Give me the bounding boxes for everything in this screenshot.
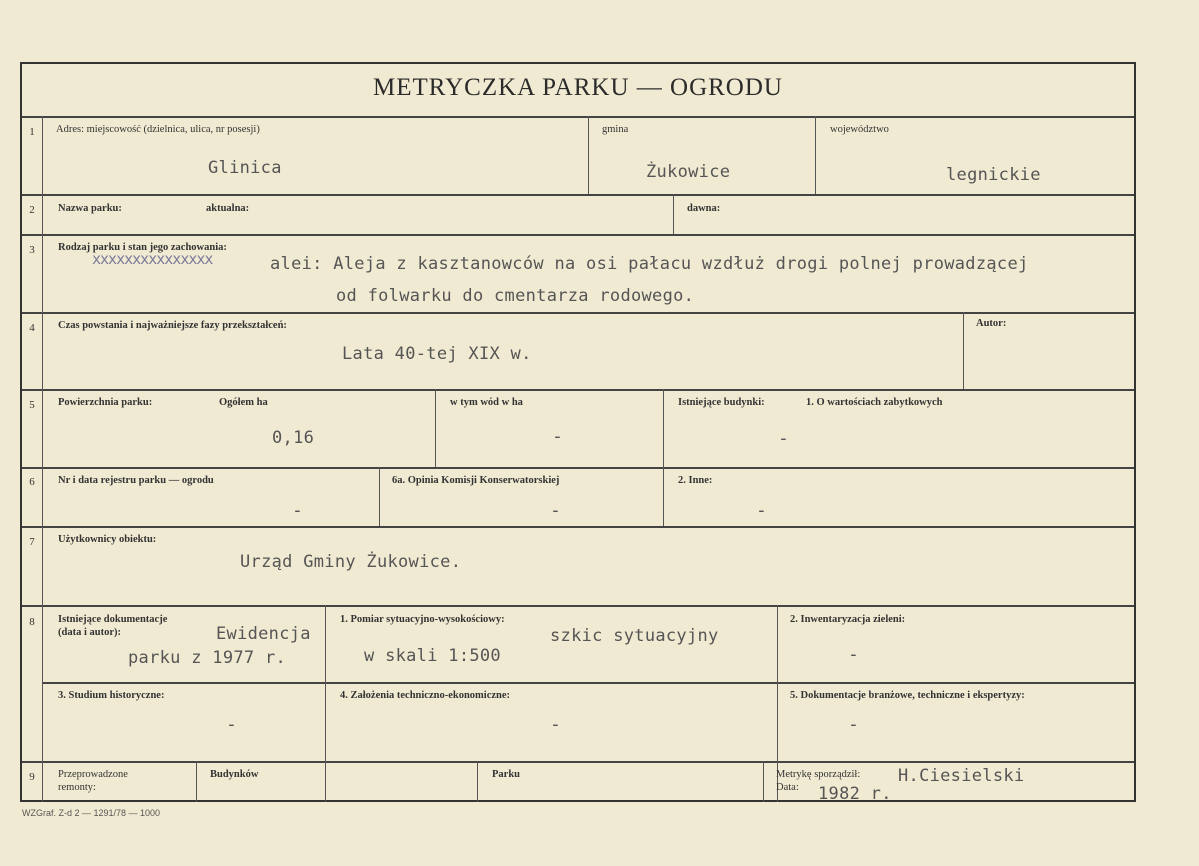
date-label: Data: (776, 782, 799, 793)
row-number: 2 (29, 204, 35, 216)
park-area-label: Powierzchnia parku: (58, 397, 153, 408)
row-number: 6 (29, 476, 35, 488)
row-number: 9 (29, 771, 35, 783)
register-label: Nr i data rejestru parku — ogrodu (58, 475, 214, 486)
survey-value-2: w skali 1:500 (364, 646, 501, 666)
creation-time-value: Lata 40-tej XIX w. (342, 344, 532, 364)
park-renovations-label: Parku (492, 769, 521, 780)
gmina-label: gmina (602, 124, 629, 135)
current-name-label: aktualna: (206, 203, 250, 214)
cell-divider (815, 116, 816, 194)
author-label: Autor: (976, 318, 1007, 329)
existing-docs-value-2: parku z 1977 r. (128, 648, 287, 668)
cell-divider (325, 605, 326, 802)
form-frame (20, 62, 1136, 802)
survey-value-1: szkic sytuacyjny (550, 626, 719, 646)
row-number: 3 (29, 244, 35, 256)
survey-label: 1. Pomiar sytuacyjno-wysokościowy: (340, 614, 505, 625)
row-divider (22, 116, 1134, 118)
row-divider (42, 682, 1134, 684)
row-divider (22, 467, 1134, 469)
row-number: 8 (29, 616, 35, 628)
cell-divider (379, 467, 380, 526)
row-divider (22, 761, 1134, 763)
cell-divider (196, 761, 197, 802)
row-divider (22, 526, 1134, 528)
address-label: Adres: miejscowość (dzielnica, ulica, nr posesji) (56, 124, 260, 135)
existing-docs-sublabel: (data i autor): (58, 627, 121, 638)
register-value: - (292, 500, 303, 521)
branch-docs-label: 5. Dokumentacje branżowe, techniczne i ekspertyzy: (790, 690, 1025, 701)
cell-divider (477, 761, 478, 802)
row-divider (22, 312, 1134, 314)
row-number: 5 (29, 399, 35, 411)
existing-docs-label: Istniejące dokumentacje (58, 614, 168, 625)
former-name-label: dawna: (687, 203, 721, 214)
tech-economic-label: 4. Założenia techniczno-ekonomiczne: (340, 690, 511, 701)
creation-time-label: Czas powstania i najważniejsze fazy przekształceń: (58, 320, 287, 331)
cell-divider (663, 467, 664, 526)
greenery-inventory-label: 2. Inwentaryzacja zieleni: (790, 614, 906, 625)
branch-docs-value: - (848, 714, 859, 735)
greenery-inventory-value: - (848, 644, 859, 665)
row-divider (22, 234, 1134, 236)
cell-divider (963, 312, 964, 389)
wojewodztwo-label: województwo (830, 124, 889, 135)
historical-study-label: 3. Studium historyczne: (58, 690, 165, 701)
commission-opinion-label: 6a. Opinia Komisji Konserwatorskiej (392, 475, 560, 486)
renovations-label: Przeprowadzone (58, 769, 128, 780)
existing-buildings-label: Istniejące budynki: (678, 397, 765, 408)
form-title: METRYCZKA PARKU — OGRODU (373, 74, 783, 101)
existing-docs-value-1: Ewidencja (216, 624, 311, 644)
users-label: Użytkownicy obiektu: (58, 534, 157, 545)
total-area-value: 0,16 (272, 428, 315, 448)
other-buildings-value: - (756, 500, 767, 521)
monument-buildings-value: - (778, 428, 789, 449)
prepared-by-value: H.Ciesielski (898, 766, 1025, 786)
cell-divider (673, 194, 674, 234)
row-divider (22, 605, 1134, 607)
row-number: 7 (29, 536, 35, 548)
monument-buildings-label: 1. O wartościach zabytkowych (806, 397, 943, 408)
gmina-value: Żukowice (646, 162, 731, 182)
water-area-label: w tym wód w ha (450, 397, 523, 408)
address-value: Glinica (208, 158, 282, 178)
buildings-renovations-label: Budynków (210, 769, 259, 780)
commission-opinion-value: - (550, 500, 561, 521)
struck-out-text: xxxxxxxxxxxxxxx (92, 250, 213, 268)
renovations-sublabel: remonty: (58, 782, 96, 793)
other-buildings-label: 2. Inne: (678, 475, 713, 486)
wojewodztwo-value: legnickie (946, 165, 1041, 185)
park-type-label: Rodzaj parku i stan jego zachowania: (58, 242, 227, 253)
number-column-divider (42, 116, 43, 802)
park-type-line-1: alei: Aleja z kasztanowców na osi pałacu wzdłuż drogi polnej prowadzącej (270, 254, 1029, 274)
total-area-label: Ogółem ha (219, 397, 268, 408)
cell-divider (663, 389, 664, 467)
park-name-label: Nazwa parku: (58, 203, 122, 214)
print-footer: WZGraf. Z-d 2 — 1291/78 — 1000 (22, 808, 161, 818)
cell-divider (435, 389, 436, 467)
cell-divider (763, 761, 764, 802)
date-value: 1982 r. (818, 784, 892, 804)
prepared-by-label: Metrykę sporządził: (776, 769, 861, 780)
users-value: Urząd Gminy Żukowice. (240, 552, 462, 572)
historical-study-value: - (226, 714, 237, 735)
tech-economic-value: - (550, 714, 561, 735)
row-divider (22, 194, 1134, 196)
water-area-value: - (552, 426, 563, 447)
row-number: 4 (29, 322, 35, 334)
row-number: 1 (29, 126, 35, 138)
cell-divider (588, 116, 589, 194)
park-type-line-2: od folwarku do cmentarza rodowego. (336, 286, 695, 306)
row-divider (22, 389, 1134, 391)
